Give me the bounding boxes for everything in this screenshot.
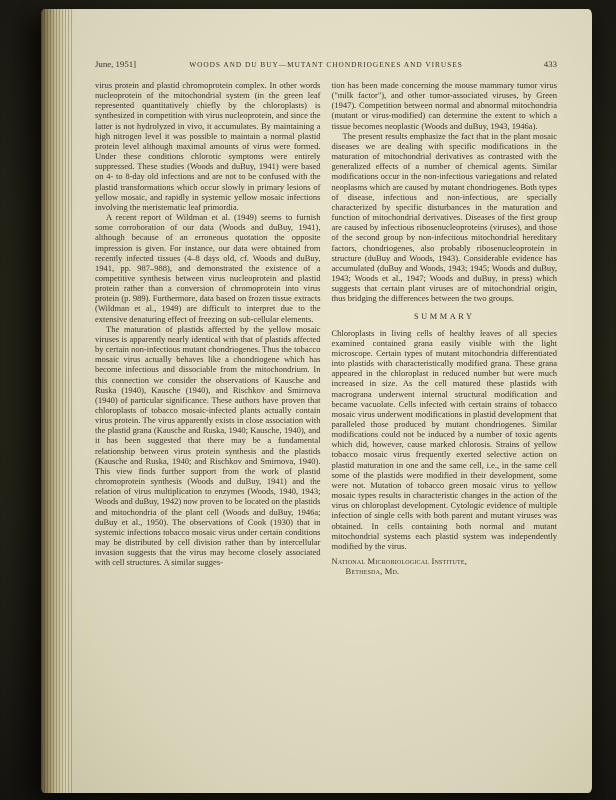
two-column-text xyxy=(95,80,557,576)
affiliation-line: Bethesda, Md. xyxy=(345,566,400,577)
right-column xyxy=(332,80,558,576)
body-paragraph: The present results emphasize the fact that in the plant mosaic diseases we are dealing with specific modifications in the maturation of mitochondrial derivatives as contrasted with the generalized effects of a number of chemical agents. Similar modifications occur in the non-infectious variegations and related neoplasms which are caused by mutant chondriogenes. Both types of disease, infectious and non-infectious, are specially characterized by specific disturbances in the maturation and function of mitochondrial derivatives. Diseases of the first group are caused by infectious ribosenucleoproteins (viruses), and those of the second group by non-infectious mitochondrial hereditary factors, chondriogenes, also probably ribosenucleoprotein in structure (duBuy and Woods, 1943). Considerable evidence has accumulated (duBuy and Woods, 1943; 1945; Woods and duBuy, 1943; Woods et al., 1947; Woods and duBuy, in press) which suggests that certain plant viruses are of mitochondrial origin, thus bridging the differences between the two groups. xyxy=(331,130,557,304)
body-paragraph: virus protein and plastid chromoprotein complex. In other words nucleoprotein of the mitochondrial system (in the green leaf represented quantitatively chiefly by the chloroplasts) is synthesized in competition with virus nucleoprotein, and since the latter is not hydrolyzed in vivo, it accumulates. By maintaining a high nitrogen level it was possible to maintain a normal plastid protein level although maximal amounts of virus were formed. Under these conditions chlorotic symptoms were entirely suppressed. These studies (Woods and duBuy, 1941) were based on 4- to 8-day old infections and are not to be confused with the plastid transformations which occur slowly in primary lesions of yellow mosaic, and rapidly in systemic yellow mosaic infections involving the meristematic leaf primordia. xyxy=(95,80,321,212)
page-header xyxy=(95,59,557,69)
left-column xyxy=(95,80,321,576)
book-page-edges xyxy=(41,9,73,793)
affiliation-line: National Microbiological Institute, xyxy=(331,556,468,567)
page-content xyxy=(95,59,557,767)
journal-page xyxy=(41,9,592,793)
summary-heading: SUMMARY xyxy=(413,312,475,322)
body-paragraph: tion has been made concerning the mouse mammary tumor virus ("milk factor"), and other tumor-associated viruses, by Green (1947). Competition between normal and abnormal mitochondria (mutant or virus-modified) can determine the extent to which a tissue becomes neoplastic (Woods and duBuy, 1943, 1946a). xyxy=(331,80,557,131)
page-number: 433 xyxy=(543,59,557,69)
summary-paragraph: Chloroplasts in living cells of healthy leaves of all species examined contained grana easily visible with the light microscope. Certain types of mutant mitochondria differentiated into plastids with characteristically modified grana. These grana appeared in the chloroplast in reduced number but were much increased in size. As the cell matured these plastids with macrograna underwent internal structural modification and became vacuolate. Cells infected with certain strains of tobacco mosaic virus underwent modifications in plastid development that paralleled those produced by mutant chondriogenes. Similar modifications could not be induced by a number of toxic agents which did, however, cause marked chlorosis. Strains of yellow tobacco mosaic virus frequently exerted selective action on plastid maturation in one and the same cell, i.e., in the same cell some of the plastids were modified in their development, some were not. Mutation of tobacco green mosaic virus to yellow mosaic types results in characteristic changes in the action of the virus on chloroplast development. Cytologic evidence of multiple infection of single cells with both parent and mutant viruses was obtained. In cells containing both normal and mutant mitochondrial systems each plastid system was independently modified by the virus. xyxy=(331,327,557,551)
author-affiliation xyxy=(332,556,558,576)
issue-date: June, 1951] xyxy=(95,59,137,69)
body-paragraph: A recent report of Wildman et al. (1949) seems to furnish some corroboration of our data (Woods and duBuy, 1941), although because of an erroneous quotation the opposite impression is given. For instance, our data were obtained from recently infected tissues (4–8 days old, cf. Woods and duBuy, 1941, pp. 987–988), and demonstrated the existence of a competitive synthesis between virus nucleoprotein and plastid protein rather than a conversion of chromoprotein into virus protein (p. 989). Furthermore, data based on frozen tissue extracts (Wildman et al., 1949) are difficult to interpret due to the extensive denaturing effect of freezing on sub-cellular elements. xyxy=(95,212,321,324)
body-paragraph: The maturation of plastids affected by the yellow mosaic viruses is apparently nearly identical with that of plastids affected by certain non-infectious mutant chondriogenes. Thus the tobacco mosaic virus actually behaves like a chondriogene which has become infectious and dissociable from the mitochondrium. In this connection we consider the observations of Kausche and Ruska (1940), Kausche (1940), and Rischkov and Smirnova (1940) of particular significance. These authors have proven that chloroplasts of tobacco mosaic-infected plants actually contain virus protein. The virus apparently exists in close association with the plastid grana (Kausche and Ruska, 1940; Kausche, 1940), and it has been suggested that there may be a fundamental relationship between virus protein synthesis and the plastids (Kausche and Ruska, 1940; and Rischkov and Smirnova, 1940). This view finds further support from the work of plastid chromoprotein synthesis (Woods and duBuy, 1941) and the relation of virus multiplication to enzymes (Woods, 1940, 1943; Woods and duBuy, 1942) now proven to be located on the plastids and mitochondria of the plant cell (Woods and duBuy, 1946a; duBuy et al., 1950). The observations of Cook (1930) that in systemic infections tobacco mosaic virus under certain conditions may be distributed by cell division rather than by intercellular invasion suggests that the virus may become closely associated with cell structures. A similar sugges- xyxy=(95,323,321,568)
running-title: WOODS AND DU BUY—MUTANT CHONDRIOGENES AND VIRUSES xyxy=(189,60,463,69)
